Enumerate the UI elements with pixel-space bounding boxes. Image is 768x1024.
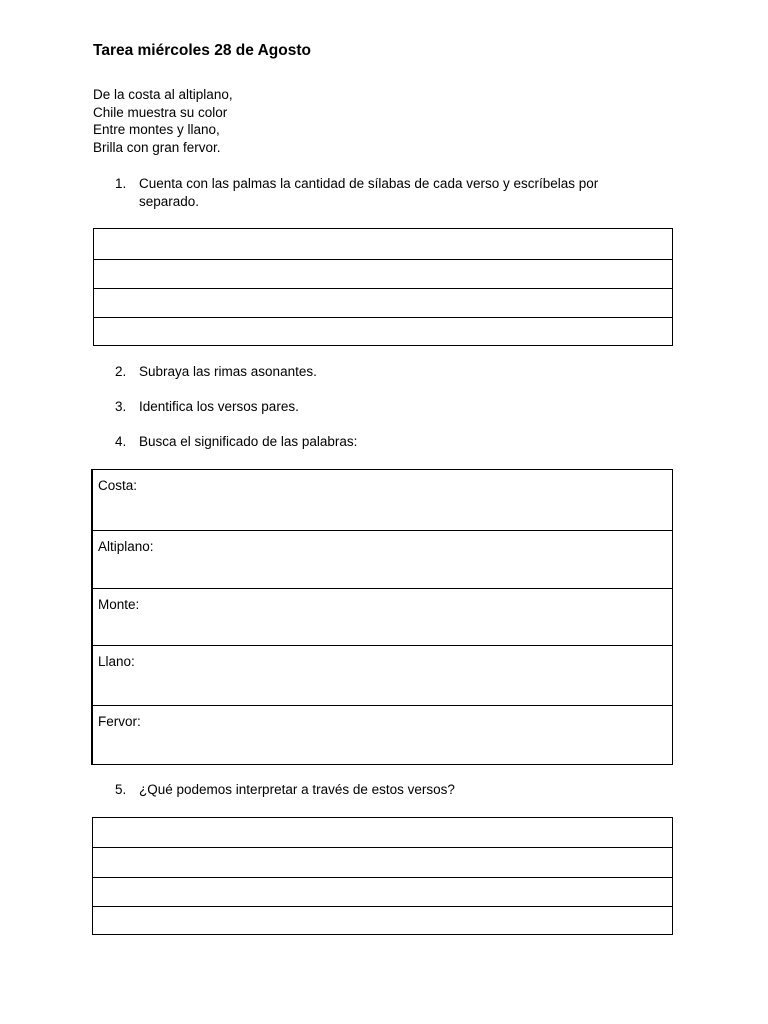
question-number: 4.	[115, 434, 127, 449]
poem	[93, 86, 233, 156]
answer-line[interactable]	[94, 317, 672, 344]
answer-line[interactable]	[93, 906, 672, 933]
question-number: 3.	[115, 399, 127, 414]
definition-label: Costa:	[98, 478, 138, 493]
page-title: Tarea miércoles 28 de Agosto	[93, 42, 311, 59]
answer-line[interactable]	[93, 847, 672, 877]
question-number: 5.	[115, 782, 127, 797]
question-text: Busca el significado de las palabras:	[139, 434, 358, 449]
definition-label: Altiplano:	[98, 539, 154, 554]
question-number: 2.	[115, 364, 127, 379]
question-2	[115, 363, 645, 381]
answer-line[interactable]	[93, 877, 672, 907]
definition-label: Fervor:	[98, 714, 141, 729]
question-4	[115, 433, 645, 451]
poem-verse: Entre montes y llano,	[93, 122, 220, 137]
definitions-table	[91, 469, 673, 765]
answer-line[interactable]	[94, 229, 672, 259]
question-text: Cuenta con las palmas la cantidad de sílabas de cada verso y escríbelas por separado.	[139, 176, 599, 209]
question-3	[115, 398, 645, 416]
question-number: 1.	[115, 176, 127, 191]
definition-row-costa[interactable]	[93, 470, 672, 530]
definition-row-altiplano[interactable]	[93, 530, 672, 588]
definition-row-fervor[interactable]	[93, 705, 672, 764]
answer-line[interactable]	[93, 818, 672, 847]
definition-row-llano[interactable]	[93, 645, 672, 705]
question-text: Identifica los versos pares.	[139, 399, 299, 414]
question-text: Subraya las rimas asonantes.	[139, 364, 317, 379]
question-1	[115, 175, 645, 210]
answer-table-interpretation	[92, 817, 673, 935]
answer-table-syllables	[93, 228, 673, 346]
poem-verse: Brilla con gran fervor.	[93, 139, 221, 155]
poem-verse: Chile muestra su color	[93, 104, 228, 120]
definition-row-monte[interactable]	[93, 588, 672, 645]
answer-line[interactable]	[94, 288, 672, 317]
question-text: ¿Qué podemos interpretar a través de estos versos?	[139, 782, 455, 797]
definition-label: Llano:	[98, 654, 135, 669]
poem-verse: De la costa al altiplano,	[93, 87, 233, 102]
definition-label: Monte:	[98, 597, 140, 612]
question-5	[115, 781, 645, 799]
answer-line[interactable]	[94, 259, 672, 289]
